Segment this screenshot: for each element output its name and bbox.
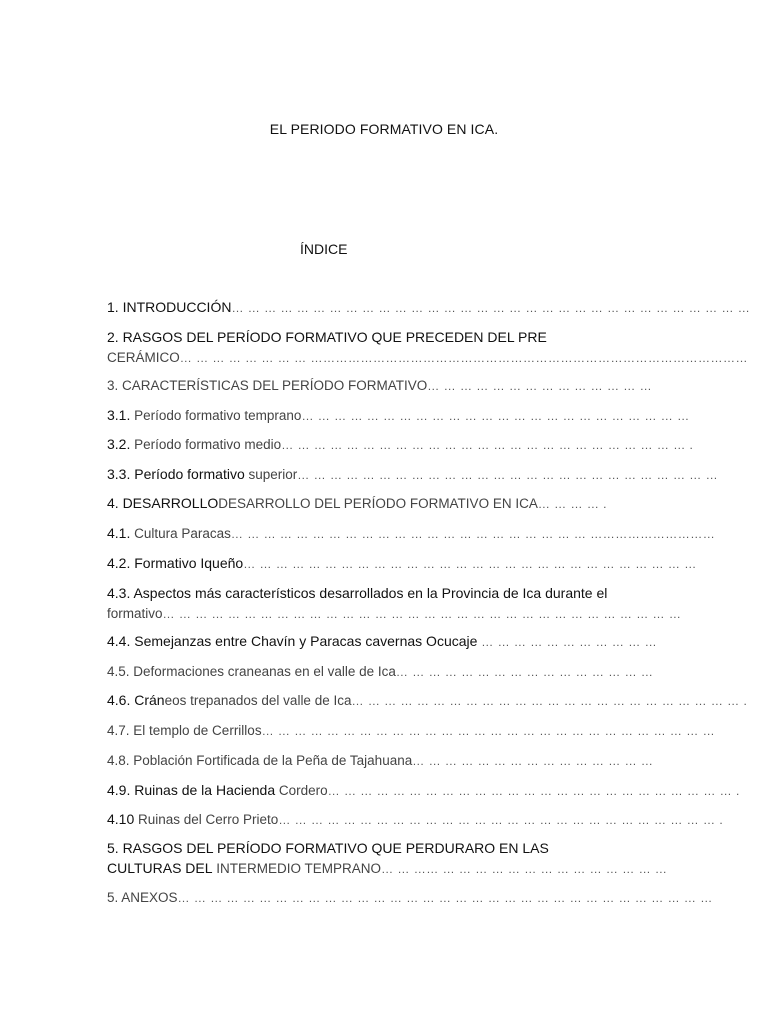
index-heading: ÍNDICE [300,241,348,257]
toc-entry-label: 4.3. Aspectos más característicos desarrollados en la Provincia de Ica durante el [107,585,608,601]
document-title: EL PERIODO FORMATIVO EN ICA. [269,121,499,137]
toc-entry-label: 4. DESARROLLO [107,495,219,511]
toc-entry-label: 3. CARACTERÍSTICAS DEL PERÍODO FORMATIVO [107,378,428,393]
toc-entry-deformaciones[interactable] [107,661,659,682]
toc-entry-label-continued: Cordero [275,783,328,798]
toc-entry-rasgos-precedentes[interactable] [107,327,748,368]
toc-entry-number: 3.1. [107,407,131,423]
toc-entry-label: 5. RASGOS DEL PERÍODO FORMATIVO QUE PERDURARO EN LAS [107,840,549,856]
toc-entry-aspectos-caracteristicos[interactable] [107,583,682,624]
toc-entry-templo-cerrillos[interactable] [107,720,716,741]
toc-dot-leader: … … … … … … … … … … … … … … … … … … … … … … … … … … … … … … … … … [177,891,713,905]
toc-entry-number: 4.1. [107,525,131,541]
toc-entry-semejanzas[interactable] [107,631,659,652]
toc-entry-cerro-prieto[interactable] [107,809,724,830]
toc-entry-label: 4.9. Ruinas de la Hacienda [107,782,276,798]
toc-entry-label: 5. ANEXOS [107,890,178,905]
toc-dot-leader: … … … … … … … … … … … … … … [427,379,653,393]
toc-entry-label-continued: CULTURAS DEL [107,860,213,876]
toc-dot-leader: … … … … … … … … … … … … … … … … … … … … … … … … … … … … … … … … [162,607,682,621]
toc-entry-introduccion[interactable] [107,297,751,318]
toc-entry-label: Ruinas del Cerro Prieto [134,812,279,827]
toc-dot-leader: … … … … … … … … … … … … … … … … … … … … … … … … … … … … [261,724,716,738]
toc-entry-formativo-medio[interactable] [107,434,694,455]
toc-dot-leader: … … … … … … … … … … … … … … … … … … … … … … … … … . [327,784,740,798]
toc-entry-formativo-iqueno[interactable] [107,553,697,574]
toc-entry-number: 4.10 [107,811,135,827]
toc-entry-label-continued: formativo [107,606,163,621]
toc-entry-craneos-trepanados[interactable] [107,690,748,711]
toc-entry-label: 4.5. Deformaciones craneanas en el valle de Ica [107,664,396,679]
toc-dot-leader: … … … … … … … … …………………………………………………………………………………………… [179,351,748,365]
toc-entry-label-continued: INTERMEDIO TEMPRANO [212,861,382,876]
toc-dot-leader: … … … … … … … … … … … … … … … [412,754,654,768]
toc-dot-leader: … … … … … … … … … … … … … … … … … … … … … … … … … … … … … … … … [231,301,751,315]
toc-entry-caracteristicas[interactable] [107,375,659,396]
toc-dot-leader: … … … … … … … … … … … … … … … … … … … … … … … … … … … . [278,813,724,827]
toc-entry-anexos[interactable] [107,887,713,908]
toc-entry-number: 3.2. [107,436,131,452]
toc-entry-label: 4.7. El templo de Cerrillos [107,723,262,738]
toc-entry-cultura-paracas[interactable] [107,523,716,544]
toc-entry-tajahuana[interactable] [107,750,659,771]
toc-dot-leader: … … … … … … … … … … … … … … … … [395,665,654,679]
toc-entry-label-continued: eos trepanados del valle de Ica [164,693,352,708]
toc-entry-label: 1. INTRODUCCIÓN [107,299,232,315]
toc-entry-rasgos-perduraron[interactable] [107,838,668,879]
toc-dot-leader: … … … … … … … … … … … [477,635,658,649]
toc-entry-label: 2. RASGOS DEL PERÍODO FORMATIVO QUE PRECEDEN DEL PRE [107,329,547,345]
toc-dot-leader: … … … … … … … … … … … … … … … … … … … … … … ………………………… [230,527,716,541]
toc-dot-leader: … … … … … … … … … … … … … … … … … … … … … … … … [301,409,690,423]
toc-entry-formativo-temprano[interactable] [107,405,690,426]
toc-entry-label: 4.6. Crán [107,692,165,708]
toc-entry-label: 4.4. Semejanzas entre Chavín y Paracas cavernas Ocucaje [107,633,478,649]
toc-entry-desarrollo[interactable] [107,493,659,514]
toc-dot-leader: … … …… … … … … … … … … … … … … … … [381,862,668,876]
toc-entry-formativo-superior[interactable] [107,464,719,485]
toc-entry-label-continued: CERÁMICO [107,350,180,365]
toc-dot-leader: … … … … . [537,497,607,511]
toc-dot-leader: … … … … … … … … … … … … … … … … … … … … … … … … … . [281,438,694,452]
toc-dot-leader: … … … … … … … … … … … … … … … … … … … … … … … … . [351,694,748,708]
toc-entry-label: 4.2. Formativo Iqueño [107,555,244,571]
toc-dot-leader: … … … … … … … … … … … … … … … … … … … … … … … … … … [297,468,719,482]
toc-dot-leader: … … … … … … … … … … … … … … … … … … … … … … … … … … … … [243,557,697,571]
toc-entry-label-continued: superior [244,467,298,482]
toc-entry-label: 4.8. Población Fortificada de la Peña de Tajahuana [107,753,413,768]
toc-entry-label: Período formativo temprano [130,408,302,423]
toc-entry-label: 3.3. Período formativo [107,466,245,482]
toc-entry-hacienda-cordero[interactable] [107,780,740,801]
toc-entry-label: Cultura Paracas [130,526,231,541]
toc-entry-label-continued: DESARROLLO DEL PERÍODO FORMATIVO EN ICA [218,496,538,511]
toc-entry-label: Período formativo medio [130,437,282,452]
